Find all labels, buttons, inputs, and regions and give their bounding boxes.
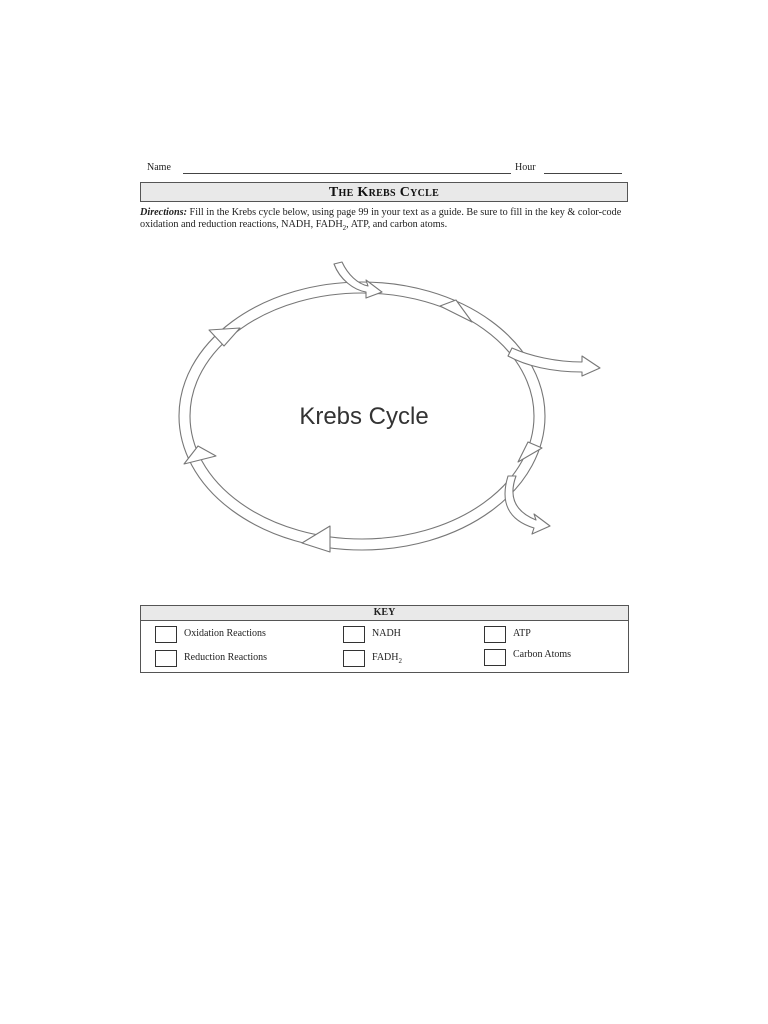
- key-color-box[interactable]: [343, 626, 365, 643]
- key-item-label: Carbon Atoms: [513, 649, 572, 660]
- directions-text-1: Fill in the Krebs cycle below, using page 99 in your text as a guide. Be sure to fill in the key & color-code oxidation and reduction reactions, NADH, FADH: [140, 207, 622, 230]
- outgoing-arrow-right: [508, 348, 600, 376]
- key-color-box[interactable]: [343, 650, 365, 667]
- hour-label: Hour: [515, 162, 536, 173]
- page-title: The Krebs Cycle: [328, 185, 440, 200]
- cycle-arrowhead-left: [184, 446, 216, 464]
- key-color-box[interactable]: [155, 650, 177, 667]
- key-color-box[interactable]: [484, 649, 506, 666]
- diagram-center-label: Krebs Cycle: [299, 403, 429, 430]
- cycle-arrowhead-bottom: [302, 526, 330, 552]
- key-color-box[interactable]: [484, 626, 506, 643]
- outgoing-arrow-lower-right: [505, 476, 550, 534]
- cycle-arrowhead-top-right: [440, 300, 472, 322]
- key-item-label: $FADH_2$: [372, 652, 402, 665]
- directions-sub: 2: [342, 224, 347, 233]
- key-color-box[interactable]: [155, 626, 177, 643]
- key-item-label: ATP: [513, 628, 531, 639]
- key-table: [140, 605, 629, 673]
- name-label: Name: [147, 162, 171, 173]
- key-item-label: Reduction Reactions: [184, 652, 268, 663]
- key-item-label: Oxidation Reactions: [184, 628, 266, 639]
- directions-label: Directions:: [140, 207, 187, 218]
- key-heading: KEY: [141, 606, 628, 621]
- key-item-label: NADH: [372, 628, 401, 639]
- directions-text-2: , ATP, and carbon atoms.: [346, 219, 448, 230]
